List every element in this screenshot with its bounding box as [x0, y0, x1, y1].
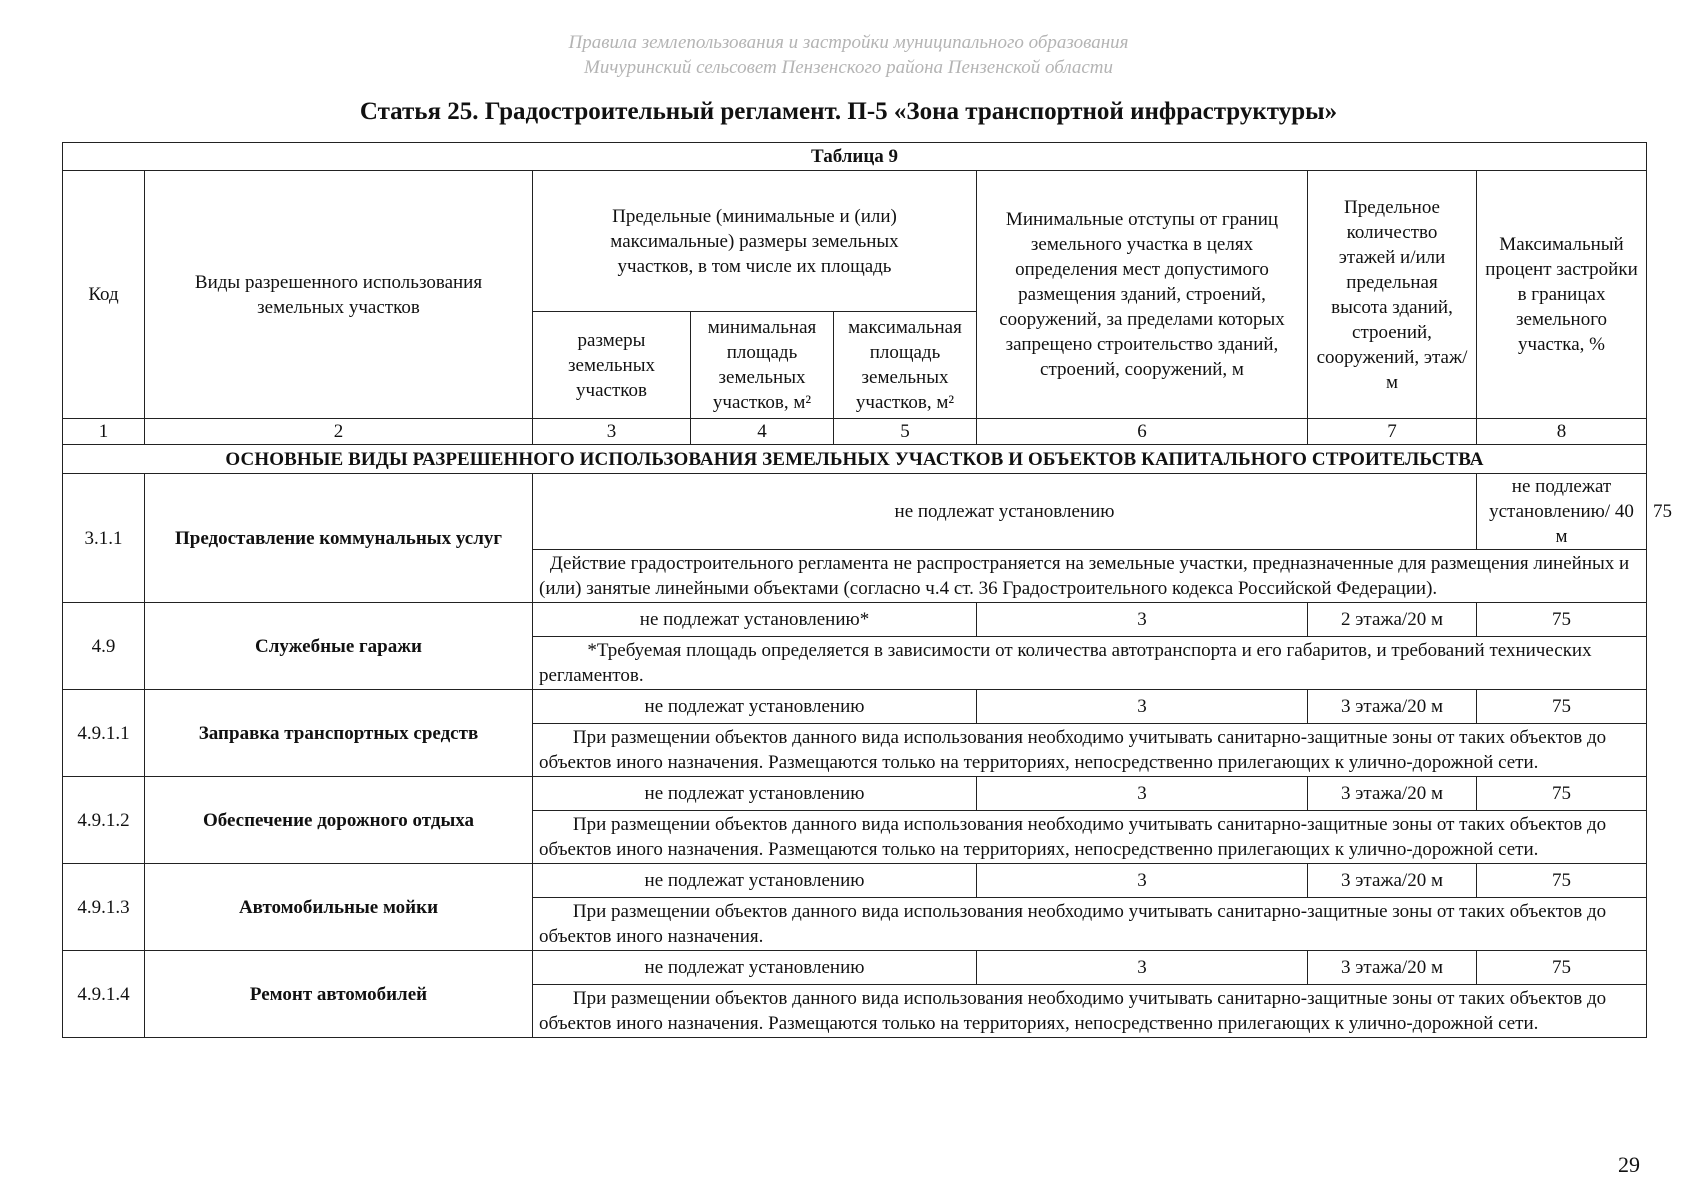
column-number: 8 — [1477, 419, 1647, 445]
row-setback: 3 — [977, 777, 1308, 811]
row-percent: 75 — [1477, 690, 1647, 724]
table-row — [63, 777, 1647, 811]
row-percent: 75 — [1477, 777, 1647, 811]
row-note: При размещении объектов данного вида использования необходимо учитывать санитарно-защитные зоны от таких объектов до объектов иного назначения. Размещаются только на территориях, непосредственно прилегающих к улично-дорожной сети. — [533, 811, 1647, 864]
column-number: 4 — [691, 419, 834, 445]
header-max-percent: Максимальный процент застройки в границах земельного участка, % — [1477, 171, 1647, 419]
table-row: 3.1.1 Предоставление коммунальных услуг не подлежат установлению не подлежат установлению/ 40 м 75 — [63, 474, 1647, 550]
column-number-row — [63, 419, 1647, 445]
row-note: При размещении объектов данного вида использования необходимо учитывать санитарно-защитные зоны от таких объектов до объектов иного назначения. — [533, 898, 1647, 951]
row-code: 4.9.1.3 — [63, 864, 145, 951]
row-limits: не подлежат установлению* — [533, 603, 977, 637]
header-floors: Предельное количество этажей и/или предельная высота зданий, строений, сооружений, этаж/м — [1308, 171, 1477, 419]
table-caption: Таблица 9 — [63, 143, 1647, 171]
row-use-name: Предоставление коммунальных услуг — [145, 474, 533, 603]
section-row — [63, 445, 1647, 474]
row-limits: не подлежат установлению — [533, 777, 977, 811]
running-header — [0, 30, 1697, 80]
row-setback: 3 — [977, 690, 1308, 724]
header-max-area: максимальная площадь земельных участков, м² — [834, 312, 977, 419]
row-note: *Требуемая площадь определяется в зависимости от количества автотранспорта и его габаритов, и требований технических регламентов. — [533, 637, 1647, 690]
row-use-name: Служебные гаражи — [145, 603, 533, 690]
row-floors: 2 этажа/20 м — [1308, 603, 1477, 637]
header-sizes: размеры земельных участков — [533, 312, 691, 419]
row-use-name: Ремонт автомобилей — [145, 951, 533, 1038]
row-note: При размещении объектов данного вида использования необходимо учитывать санитарно-защитные зоны от таких объектов до объектов иного назначения. Размещаются только на территориях, непосредственно прилегающих к улично-дорожной сети. — [533, 985, 1647, 1038]
table-row — [63, 690, 1647, 724]
header-code: Код — [63, 171, 145, 419]
row-setback: 3 — [977, 864, 1308, 898]
row-code: 3.1.1 — [63, 474, 145, 603]
row-code: 4.9.1.2 — [63, 777, 145, 864]
row-floors: 3 этажа/20 м — [1308, 690, 1477, 724]
header-row-1 — [63, 171, 1647, 312]
row-floors: 3 этажа/20 м — [1308, 864, 1477, 898]
row-percent: 75 — [1477, 951, 1647, 985]
row-floors: 3 этажа/20 м — [1308, 951, 1477, 985]
column-number: 7 — [1308, 419, 1477, 445]
row-limits: не подлежат установлению — [533, 474, 1477, 550]
row-percent: 75 — [1477, 864, 1647, 898]
column-number: 3 — [533, 419, 691, 445]
page-number: 29 — [1618, 1152, 1640, 1177]
row-floors: 3 этажа/20 м — [1308, 777, 1477, 811]
row-note: Действие градостроительного регламента не распространяется на земельные участки, предназначенные для размещения линейных и (или) занятые линейными объектами (согласно ч.4 ст. 36 Градостроительного кодекса Российской Федерации). — [533, 550, 1647, 603]
row-percent: 75 — [1477, 603, 1647, 637]
row-setback: 3 — [977, 603, 1308, 637]
section-title: ОСНОВНЫЕ ВИДЫ РАЗРЕШЕННОГО ИСПОЛЬЗОВАНИЯ ЗЕМЕЛЬНЫХ УЧАСТКОВ И ОБЪЕКТОВ КАПИТАЛЬНОГО СТРОИТЕЛЬСТВА — [63, 445, 1647, 474]
row-limits: не подлежат установлению — [533, 951, 977, 985]
column-number: 6 — [977, 419, 1308, 445]
page-title: Статья 25. Градостроительный регламент. П-5 «Зона транспортной инфраструктуры» — [359, 98, 1338, 125]
row-code: 4.9 — [63, 603, 145, 690]
row-use-name: Автомобильные мойки — [145, 864, 533, 951]
running-header-line-2: Мичуринский сельсовет Пензенского района Пензенской области — [584, 57, 1113, 78]
column-number: 1 — [63, 419, 145, 445]
table-row — [63, 864, 1647, 898]
table-row — [63, 603, 1647, 637]
row-code: 4.9.1.4 — [63, 951, 145, 1038]
regulation-table — [62, 142, 1673, 1038]
column-number: 5 — [834, 419, 977, 445]
column-number: 2 — [145, 419, 533, 445]
row-floors: не подлежат установлению/ 40 м — [1477, 474, 1647, 550]
row-limits: не подлежат установлению — [533, 864, 977, 898]
header-use: Виды разрешенного использования земельных участков — [145, 171, 533, 419]
running-header-line-1: Правила землепользования и застройки муниципального образования — [568, 32, 1129, 53]
row-limits: не подлежат установлению — [533, 690, 977, 724]
row-use-name: Обеспечение дорожного отдыха — [145, 777, 533, 864]
row-use-name: Заправка транспортных средств — [145, 690, 533, 777]
header-setbacks: Минимальные отступы от границ земельного участка в целях определения мест допустимого размещения зданий, строений, сооружений, за пределами которых запрещено строительство зданий, строений, сооружений, м — [977, 171, 1308, 419]
row-note: При размещении объектов данного вида использования необходимо учитывать санитарно-защитные зоны от таких объектов до объектов иного назначения. Размещаются только на территориях, непосредственно прилегающих к улично-дорожной сети. — [533, 724, 1647, 777]
header-limits-group: Предельные (минимальные и (или) максимальные) размеры земельных участков, в том числе их площадь — [533, 171, 977, 312]
table-caption-row — [63, 143, 1647, 171]
row-code: 4.9.1.1 — [63, 690, 145, 777]
row-setback: 3 — [977, 951, 1308, 985]
table-row — [63, 951, 1647, 985]
header-min-area: минимальная площадь земельных участков, м² — [691, 312, 834, 419]
